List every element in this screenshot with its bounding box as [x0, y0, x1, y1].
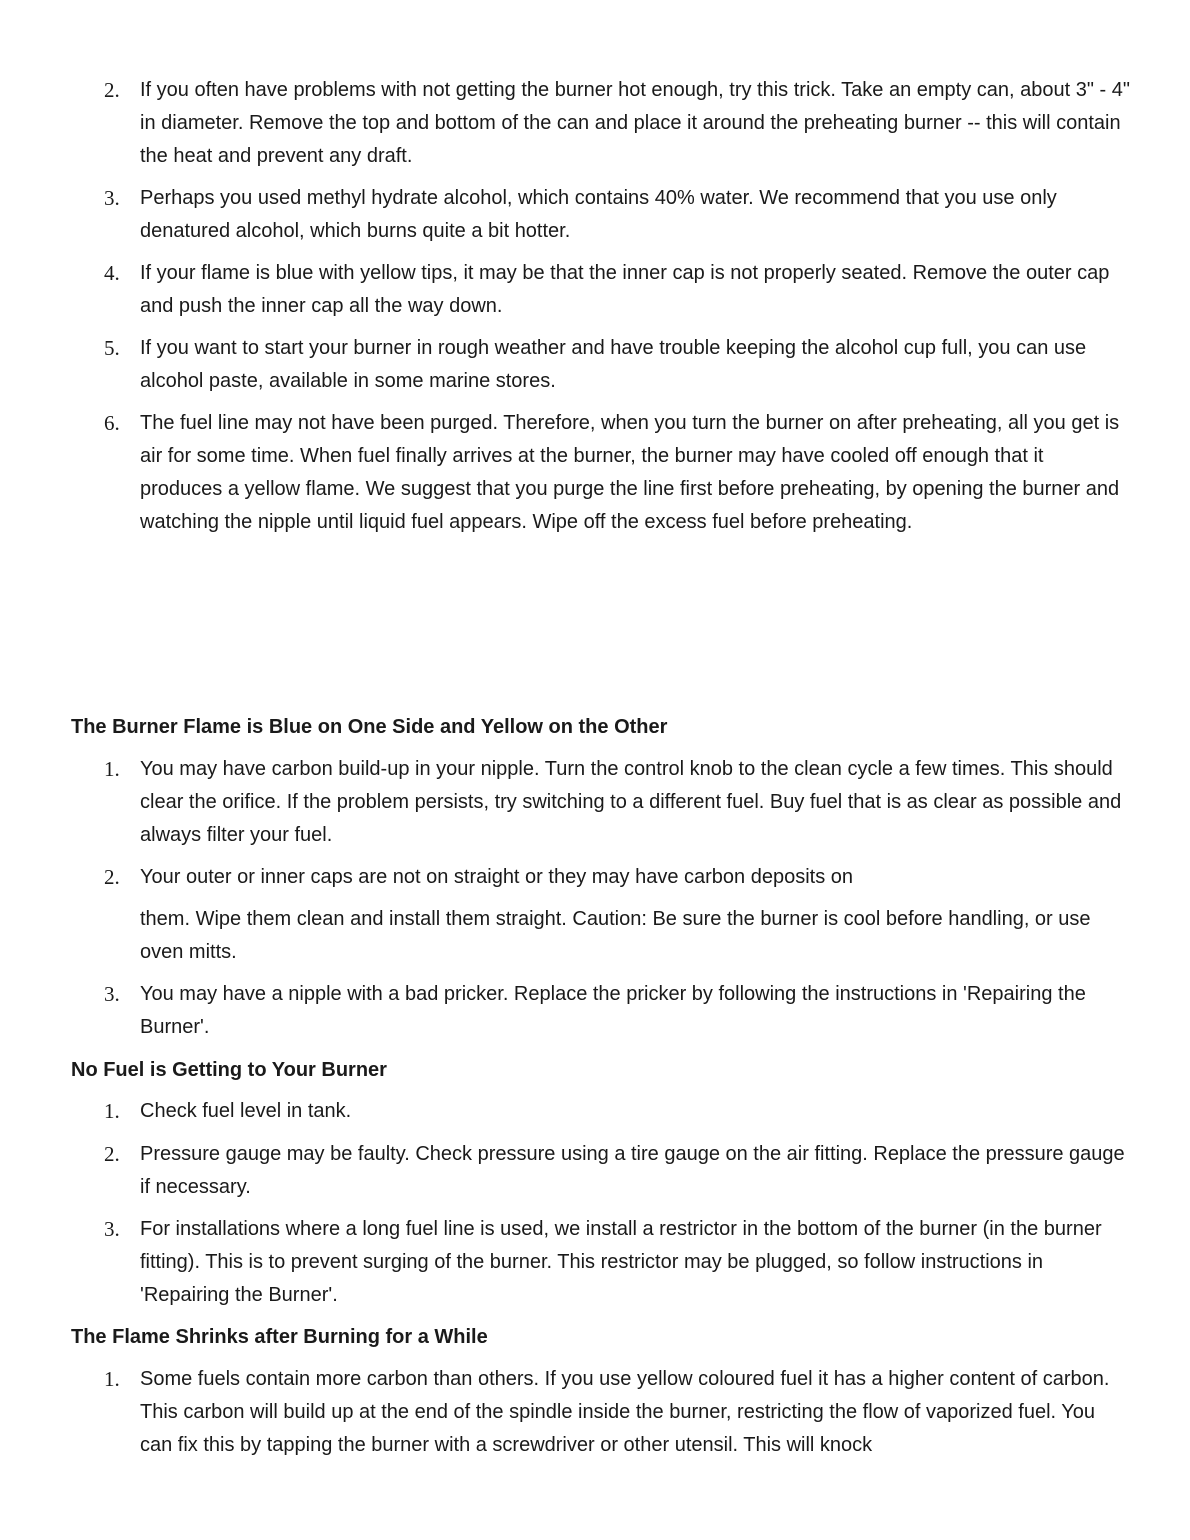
- list-item: [104, 332, 1130, 398]
- section-heading: The Flame Shrinks after Burning for a While: [71, 1326, 488, 1348]
- list-number: 3.: [104, 186, 120, 210]
- list-number: 5.: [104, 336, 120, 360]
- list-item-text: Perhaps you used methyl hydrate alcohol, which contains 40% water. We recommend that you use only denatured alcohol, which burns quite a bit hotter.: [140, 187, 1057, 242]
- list-number: 1.: [104, 1367, 120, 1391]
- list-item: [104, 1095, 1130, 1128]
- list-item-text: If you often have problems with not getting the burner hot enough, try this trick. Take an empty can, about 3" - 4" in diameter. Remove the top and bottom of the can and place it around the preheating burner -- this will contain the heat and prevent any draft.: [140, 79, 1130, 167]
- list-item: [104, 1363, 1130, 1462]
- list-item: [104, 257, 1130, 323]
- list-number: 3.: [104, 982, 120, 1006]
- list-number: 2.: [104, 865, 120, 889]
- section-heading: No Fuel is Getting to Your Burner: [71, 1059, 387, 1081]
- list-item-text: Check fuel level in tank.: [140, 1100, 352, 1122]
- list-item-text: Some fuels contain more carbon than others. If you use yellow coloured fuel it has a higher content of carbon. This carbon will build up at the end of the spindle inside the burner, restricting the flow of vaporized fuel. You can fix this by tapping the burner with a screwdriver or other utensil. This will knock: [140, 1368, 1110, 1456]
- list-item-text: If you want to start your burner in rough weather and have trouble keeping the alcohol cup full, you can use alcohol paste, available in some marine stores.: [140, 337, 1087, 392]
- list-item-text: You may have a nipple with a bad pricker. Replace the pricker by following the instructions in 'Repairing the Burner'.: [140, 983, 1086, 1038]
- list-number: 1.: [104, 1099, 120, 1123]
- list-item: [104, 74, 1130, 173]
- list-item: [104, 407, 1130, 539]
- list-item: [104, 861, 1130, 894]
- list-number: 2.: [104, 1142, 120, 1166]
- list-item: [104, 978, 1130, 1044]
- list-item-text: The fuel line may not have been purged. Therefore, when you turn the burner on after preheating, all you get is air for some time. When fuel finally arrives at the burner, the burner may have cooled off enough that it produces a yellow flame. We suggest that you purge the line first before preheating, by opening the burner and watching the nipple until liquid fuel appears. Wipe off the excess fuel before preheating.: [140, 412, 1120, 533]
- list-number: 1.: [104, 757, 120, 781]
- list-item-text: Your outer or inner caps are not on straight or they may have carbon deposits on: [140, 866, 854, 888]
- section-heading: The Burner Flame is Blue on One Side and Yellow on the Other: [71, 716, 668, 738]
- list-item-text: You may have carbon build-up in your nipple. Turn the control knob to the clean cycle a few times. This should clear the orifice. If the problem persists, try switching to a different fuel. Buy fuel that is as clear as possible and always filter your fuel.: [140, 758, 1122, 846]
- continuation-paragraph: them. Wipe them clean and install them straight. Caution: Be sure the burner is cool before handling, or use oven mitts.: [140, 908, 1091, 963]
- list-number: 3.: [104, 1217, 120, 1241]
- list-item-text: For installations where a long fuel line is used, we install a restrictor in the bottom of the burner (in the burner fitting). This is to prevent surging of the burner. This restrictor may be plugged, so follow instructions in 'Repairing the Burner'.: [140, 1218, 1102, 1306]
- list-item: [104, 753, 1130, 852]
- list-number: 6.: [104, 411, 120, 435]
- list-number: 2.: [104, 78, 120, 102]
- list-item: [104, 1213, 1130, 1312]
- list-item-text: If your flame is blue with yellow tips, it may be that the inner cap is not properly seated. Remove the outer cap and push the inner cap all the way down.: [140, 262, 1110, 317]
- list-item: [104, 182, 1130, 248]
- list-item: [104, 1138, 1130, 1204]
- list-item-text: Pressure gauge may be faulty. Check pressure using a tire gauge on the air fitting. Replace the pressure gauge if necessary.: [140, 1143, 1125, 1198]
- list-number: 4.: [104, 261, 120, 285]
